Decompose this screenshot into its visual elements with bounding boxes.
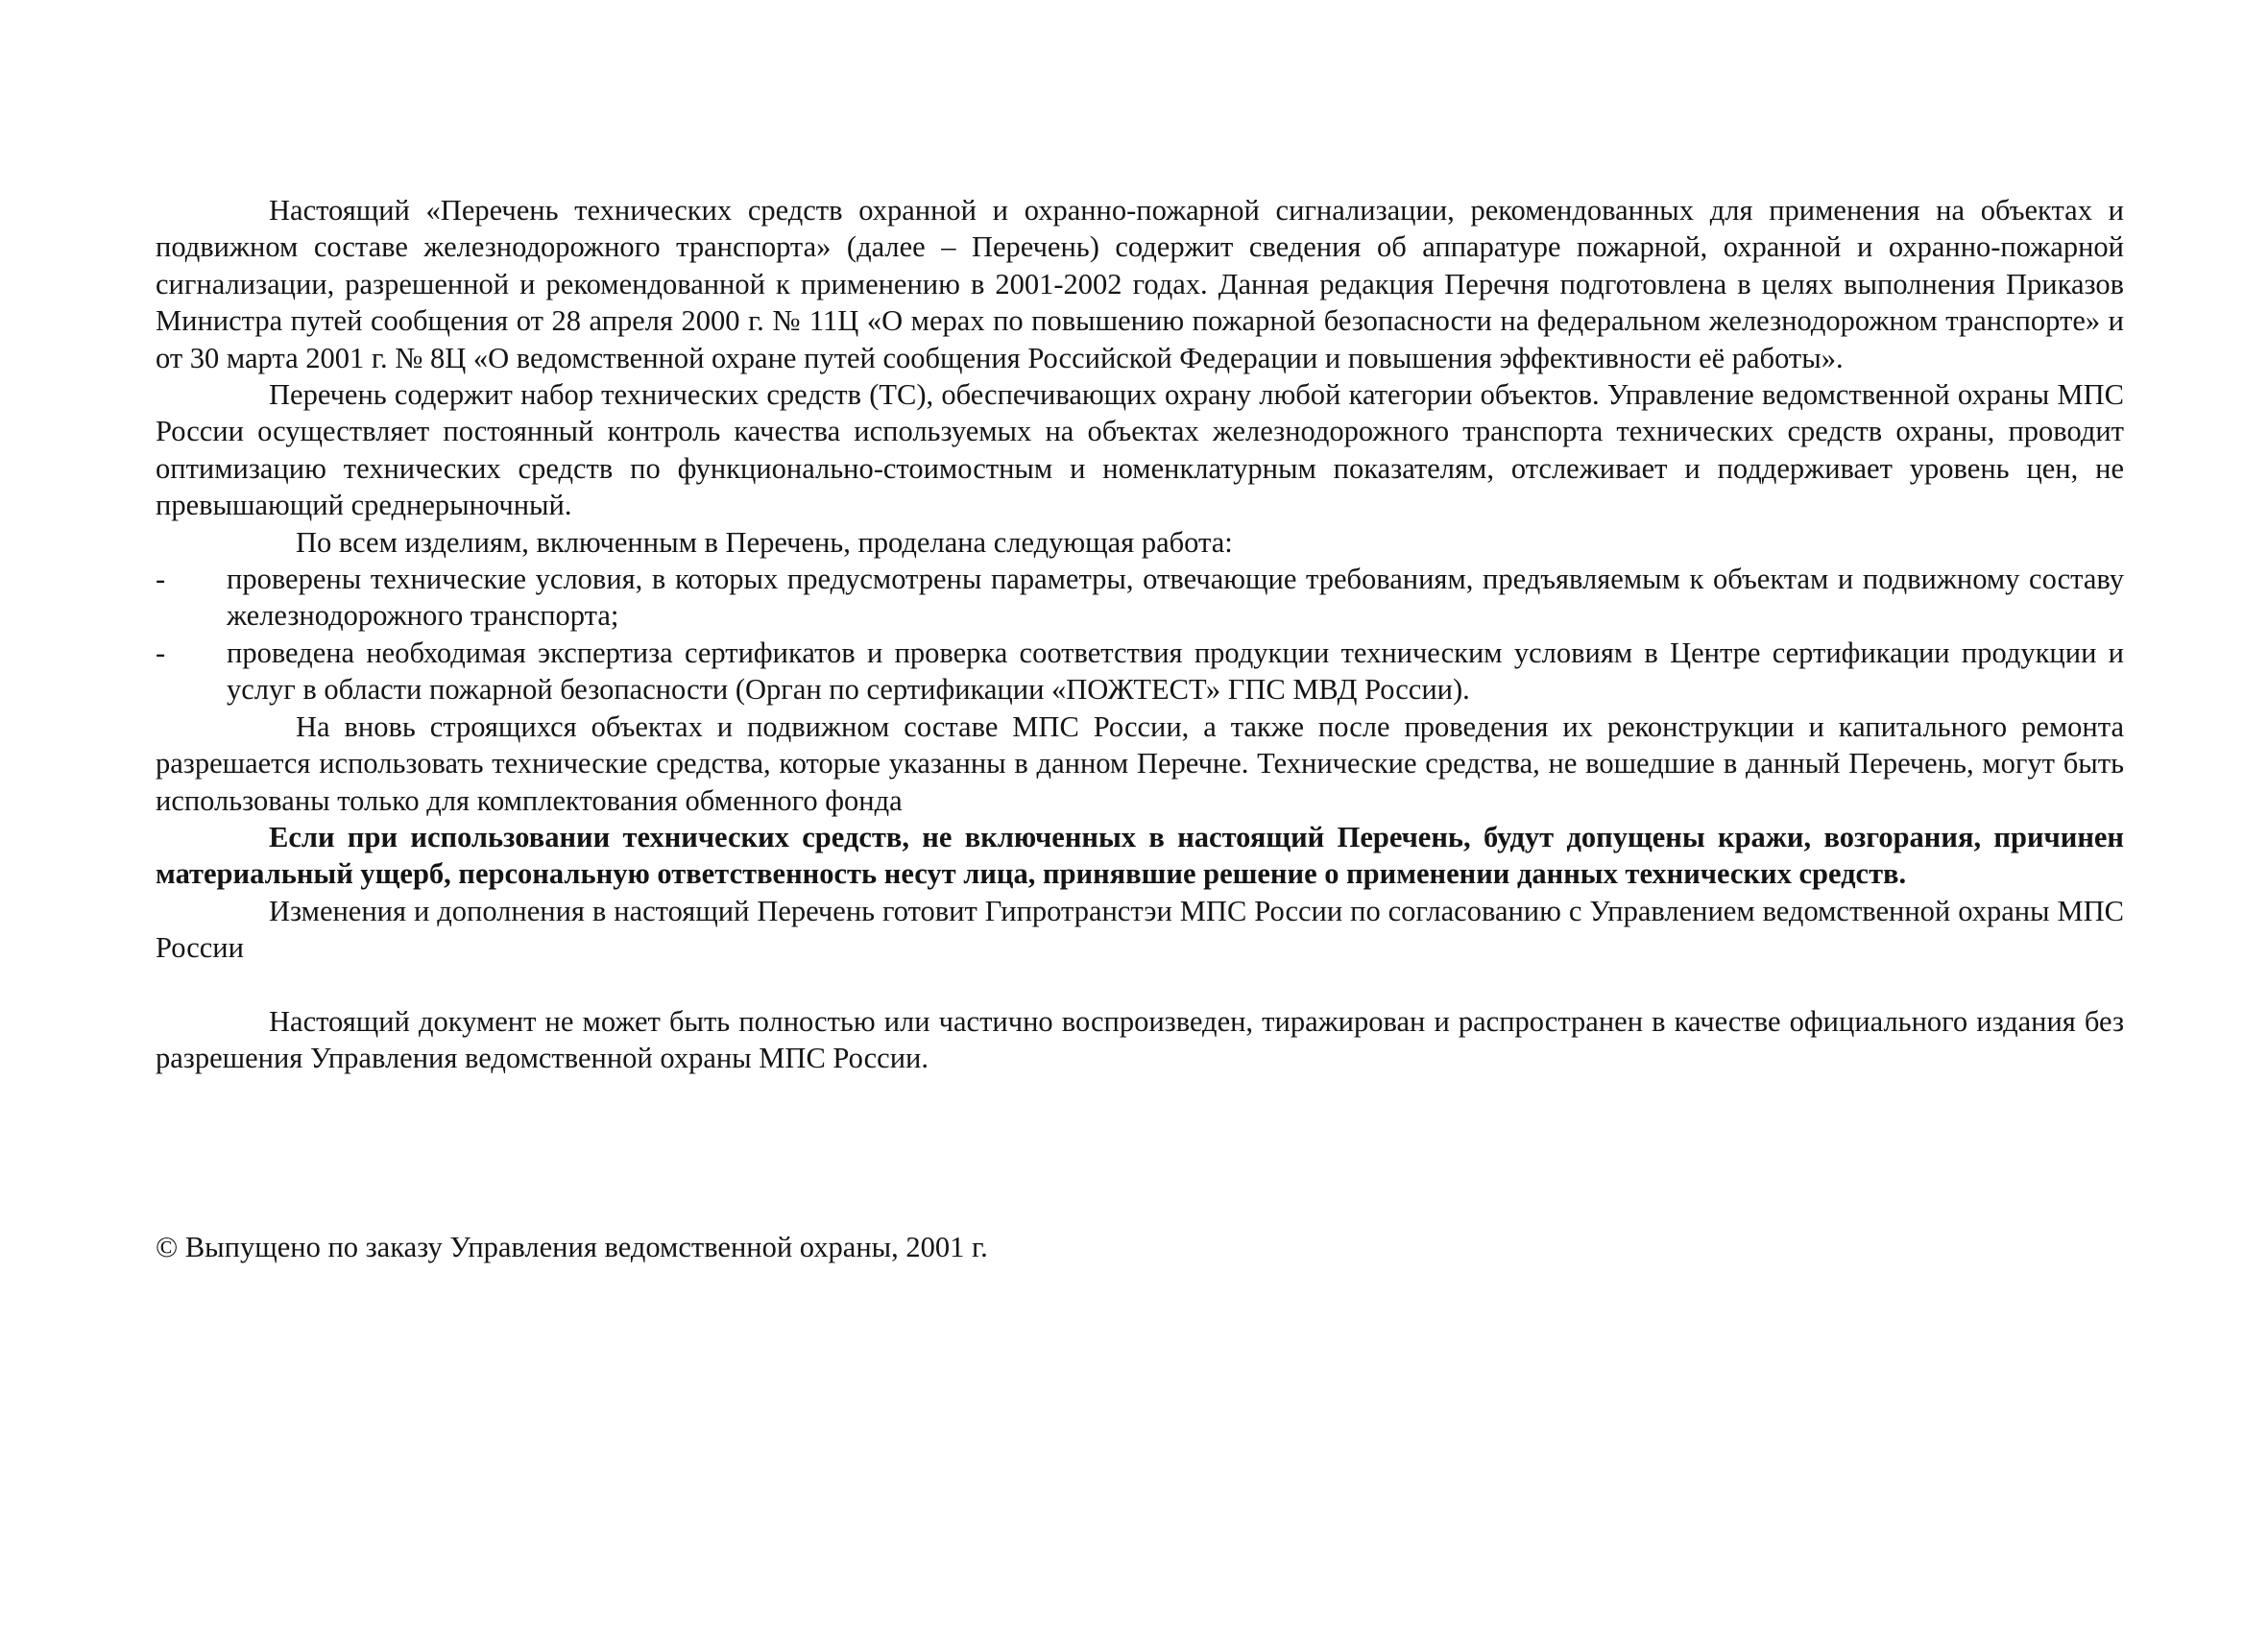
work-list [156, 561, 2124, 708]
copyright-icon: © [156, 1231, 179, 1263]
list-item-text: проверены технические условия, в которых предусмотрены параметры, отвечающие требованиям, предъявляемым к объектам и подвижному составу железнодорожного транспорта; [227, 563, 2124, 633]
paragraph-work-intro: По всем изделиям, включенным в Перечень, проделана следующая работа: [296, 525, 1233, 559]
paragraph-changes: Изменения и дополнения в настоящий Перечень готовит Гипротранстэи МПС России по согласованию с Управлением ведомственной охраны МПС России [156, 894, 2124, 965]
document-body [156, 192, 2124, 1076]
list-item [156, 561, 2124, 635]
paragraph-warning: Если при использовании технических средств, не включенных в настоящий Перечень, будут допущены кражи, возгорания, причинен материальный ущерб, персональную ответственность несут лица, принявшие решение о применении данных технических средств. [156, 820, 2124, 891]
list-item-text: проведена необходимая экспертиза сертификатов и проверка соответствия продукции техническим условиям в Центре сертификации продукции и услуг в области пожарной безопасности (Орган по сертификации «ПОЖТЕСТ» ГПС МВД России). [227, 636, 2124, 707]
paragraph-restriction: Настоящий документ не может быть полностью или частично воспроизведен, тиражирован и распространен в качестве официального издания без разрешения Управления ведомственной охраны МПС России. [156, 1004, 2124, 1074]
copyright-line [156, 1229, 988, 1265]
paragraph-intro: Настоящий «Перечень технических средств охранной и охранно-пожарной сигнализации, рекомендованных для применения на объектах и подвижном составе железнодорожного транспорта» (далее – Перечень) содержит сведения об аппаратуре пожарной, охранной и охранно-пожарной сигнализации, разрешенной и рекомендованной к применению в 2001-2002 годах. Данная редакция Перечня подготовлена в целях выполнения Приказов Министра путей сообщения от 28 апреля 2000 г. № 11Ц «О мерах по повышению пожарной безопасности на федеральном железнодорожном транспорте» и от 30 марта 2001 г. № 8Ц «О ведомственной охране путей сообщения Российской Федерации и повышения эффективности её работы». [156, 194, 2124, 374]
list-marker: - [156, 563, 166, 596]
paragraph-usage: На вновь строящихся объектах и подвижном составе МПС России, а также после проведения их реконструкции и капитального ремонта разрешается использовать технические средства, которые указанны в данном Перечне. Технические средства, не вошедшие в данный Перечень, могут быть использованы только для комплектования обменного фонда [156, 709, 2124, 817]
list-marker: - [156, 636, 166, 669]
copyright-text: Выпущено по заказу Управления ведомственной охраны, 2001 г. [184, 1231, 988, 1263]
paragraph-contents: Перечень содержит набор технических средств (ТС), обеспечивающих охрану любой категории объектов. Управление ведомственной охраны МПС России осуществляет постоянный контроль качества используемых на объектах железнодорожного транспорта технических средств охраны, проводит оптимизацию технических средств по функционально-стоимостным и номенклатурным показателям, отслеживает и поддерживает уровень цен, не превышающий среднерыночный. [156, 378, 2124, 522]
list-item [156, 635, 2124, 708]
